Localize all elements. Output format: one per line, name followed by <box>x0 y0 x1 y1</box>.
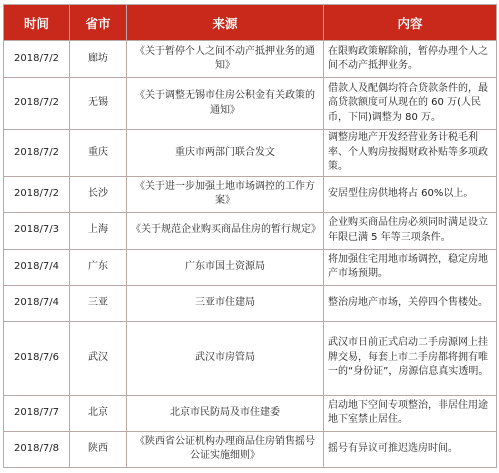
cell-place: 陕西 <box>70 431 127 467</box>
table-row <box>4 41 497 78</box>
table-row <box>4 431 497 467</box>
table-row <box>4 249 497 285</box>
header-province-city: 省市 <box>70 5 127 41</box>
cell-content: 安居型住房供地将占 60%以上。 <box>324 176 497 212</box>
table-row <box>4 176 497 212</box>
cell-place: 广东 <box>70 249 127 285</box>
cell-content: 启动地下空间专项整治，非居住用途地下室禁止居住。 <box>324 395 497 431</box>
cell-date: 2018/7/7 <box>4 395 70 431</box>
policy-table <box>3 4 497 468</box>
cell-content: 企业购买商品住房必须同时满足设立年限已满 5 年等三项条件。 <box>324 212 497 249</box>
cell-content: 摇号有异议可推迟选房时间。 <box>324 431 497 467</box>
cell-place: 上海 <box>70 212 127 249</box>
cell-source: 《关于规范企业购买商品住房的暂行规定》 <box>127 212 324 249</box>
cell-source: 《关于暂停个人之间不动产抵押业务的通知》 <box>127 41 324 78</box>
cell-date: 2018/7/8 <box>4 431 70 467</box>
table-row <box>4 321 497 395</box>
header-content: 内容 <box>324 5 497 41</box>
cell-place: 三亚 <box>70 285 127 321</box>
cell-date: 2018/7/2 <box>4 130 70 177</box>
cell-place: 长沙 <box>70 176 127 212</box>
cell-source: 《关于调整无锡市住房公积金有关政策的通知》 <box>127 78 324 130</box>
table-row <box>4 78 497 130</box>
table-row <box>4 395 497 431</box>
cell-date: 2018/7/6 <box>4 321 70 395</box>
cell-date: 2018/7/4 <box>4 249 70 285</box>
cell-source: 《关于进一步加强土地市场调控的工作方案》 <box>127 176 324 212</box>
cell-content: 武汉市日前正式启动二手房源网上挂牌交易，每套上市二手房都将拥有唯一的“身份证”，房源信息真实透明。 <box>324 321 497 395</box>
policy-table-container <box>3 4 496 468</box>
cell-date: 2018/7/4 <box>4 285 70 321</box>
cell-date: 2018/7/2 <box>4 78 70 130</box>
cell-content: 整治房地产市场，关停四个售楼处。 <box>324 285 497 321</box>
cell-content: 调整房地产开发经营业务计税毛利率、个人购房按揭财政补贴等多项政策。 <box>324 130 497 177</box>
cell-source: 重庆市两部门联合发文 <box>127 130 324 177</box>
cell-content: 在限购政策解除前，暂停办理个人之间不动产抵押业务。 <box>324 41 497 78</box>
cell-source: 《陕西省公证机构办理商品住房销售摇号公证实施细则》 <box>127 431 324 467</box>
cell-place: 无锡 <box>70 78 127 130</box>
cell-source: 北京市民防局及市住建委 <box>127 395 324 431</box>
cell-date: 2018/7/2 <box>4 41 70 78</box>
cell-content: 将加强住宅用地市场调控，稳定房地产市场预期。 <box>324 249 497 285</box>
header-time: 时间 <box>4 5 70 41</box>
cell-place: 北京 <box>70 395 127 431</box>
table-row <box>4 130 497 177</box>
table-row <box>4 285 497 321</box>
cell-place: 武汉 <box>70 321 127 395</box>
cell-source: 武汉市房管局 <box>127 321 324 395</box>
cell-place: 廊坊 <box>70 41 127 78</box>
cell-source: 三亚市住建局 <box>127 285 324 321</box>
cell-place: 重庆 <box>70 130 127 177</box>
cell-date: 2018/7/3 <box>4 212 70 249</box>
table-row <box>4 212 497 249</box>
table-header-row <box>4 5 497 41</box>
cell-source: 广东市国土资源局 <box>127 249 324 285</box>
cell-content: 借款人及配偶均符合贷款条件的，最高贷款额度可从现在的 60 万(人民币，下同)调整为 80 万。 <box>324 78 497 130</box>
header-source: 来源 <box>127 5 324 41</box>
cell-date: 2018/7/2 <box>4 176 70 212</box>
